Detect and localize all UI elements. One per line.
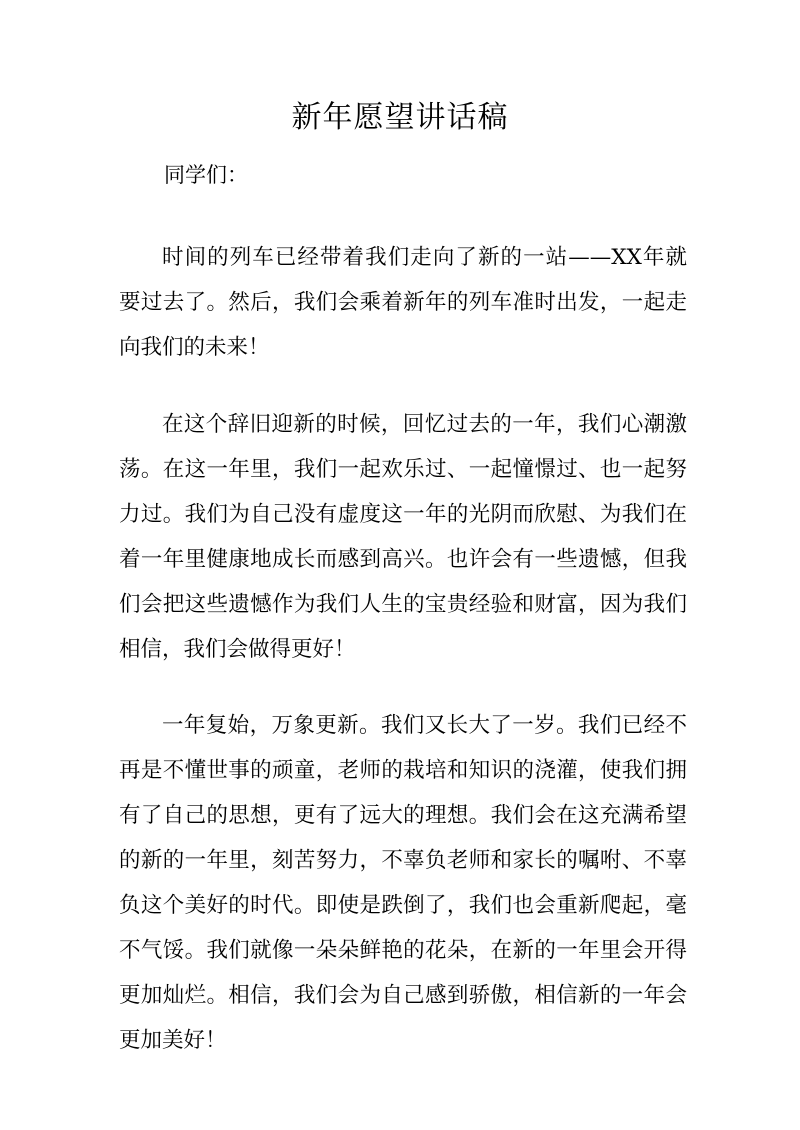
paragraph-1: 时间的列车已经带着我们走向了新的一站——XX年就要过去了。然后，我们会乘着新年的列车准时出发，一起走向我们的未来！ (119, 245, 687, 360)
paragraph-3: 一年复始，万象更新。我们又长大了一岁。我们已经不再是不懂世事的顽童，老师的栽培和知识的浇灌，使我们拥有了自己的思想，更有了远大的理想。我们会在这充满希望的新的一年里，刻苦努力，不辜负老师和家长的嘱咐、不辜负这个美好的时代。即使是跌倒了，我们也会重新爬起，毫不气馁。我们就像一朵朵鲜艳的花朵，在新的一年里会开得更加灿烂。相信，我们会为自己感到骄傲，相信新的一年会更加美好！ (119, 713, 687, 1053)
document-title: 新年愿望讲话稿 (291, 100, 509, 135)
salutation: 同学们： (164, 163, 248, 187)
paragraph-2: 在这个辞旧迎新的时候，回忆过去的一年，我们心潮激荡。在这一年里，我们一起欢乐过、一起憧憬过、也一起努力过。我们为自己没有虚度这一年的光阴而欣慰、为我们在着一年里健康地成长而感到高兴。也许会有一些遗憾，但我们会把这些遗憾作为我们人生的宝贵经验和财富，因为我们相信，我们会做得更好！ (119, 412, 687, 662)
